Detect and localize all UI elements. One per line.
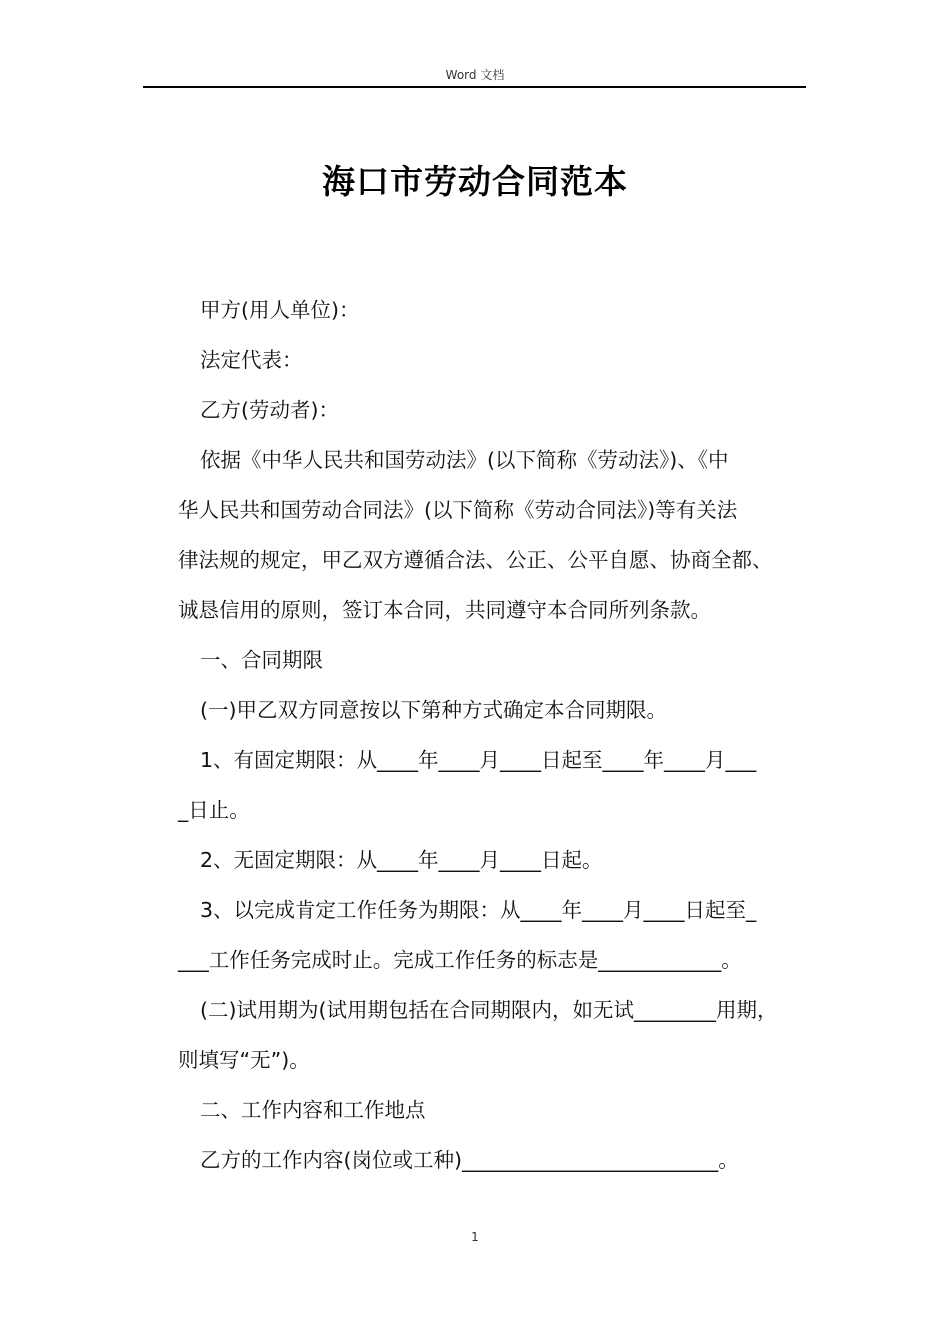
document-title: 海口市劳动合同范本: [322, 162, 628, 201]
preamble-line-4: 诚恳信用的原则，签订本合同，共同遵守本合同所列条款。: [178, 598, 711, 622]
section-heading-work: 二、工作内容和工作地点: [200, 1098, 426, 1122]
party-b-line: 乙方(劳动者)：: [200, 398, 339, 422]
preamble-line-1: 依据《中华人民共和国劳动法》(以下简称《劳动法》)、《中: [200, 448, 729, 472]
term-clause-intro: (一)甲乙双方同意按以下第种方式确定本合同期限。: [200, 698, 667, 722]
open-term-line: 2、无固定期限：从____年____月____日起。: [200, 848, 603, 872]
page-number: 1: [471, 1230, 479, 1244]
probation-line-1: (二)试用期为(试用期包括在合同期限内，如无试________用期，: [200, 998, 778, 1022]
task-term-line-1: 3、以完成肯定工作任务为期限：从____年____月____日起至_: [200, 898, 757, 922]
probation-line-2: 则填写“无”)。: [178, 1048, 310, 1072]
preamble-line-2: 华人民共和国劳动合同法》(以下简称《劳动合同法》)等有关法: [178, 498, 738, 522]
work-content-line: 乙方的工作内容(岗位或工种)_________________________。: [200, 1148, 739, 1172]
party-a-line: 甲方(用人单位)：: [200, 298, 360, 322]
legal-representative-line: 法定代表：: [200, 348, 303, 372]
fixed-term-line-2: _日止。: [178, 798, 250, 822]
preamble-line-3: 律法规的规定，甲乙双方遵循合法、公正、公平自愿、协商全都、: [178, 548, 773, 572]
page-header-label: Word 文档: [445, 68, 505, 82]
fixed-term-line-1: 1、有固定期限：从____年____月____日起至____年____月___: [200, 748, 757, 772]
task-term-line-2: ___工作任务完成时止。完成工作任务的标志是____________。: [178, 948, 742, 972]
header-divider: [143, 86, 806, 88]
section-heading-term: 一、合同期限: [200, 648, 323, 672]
